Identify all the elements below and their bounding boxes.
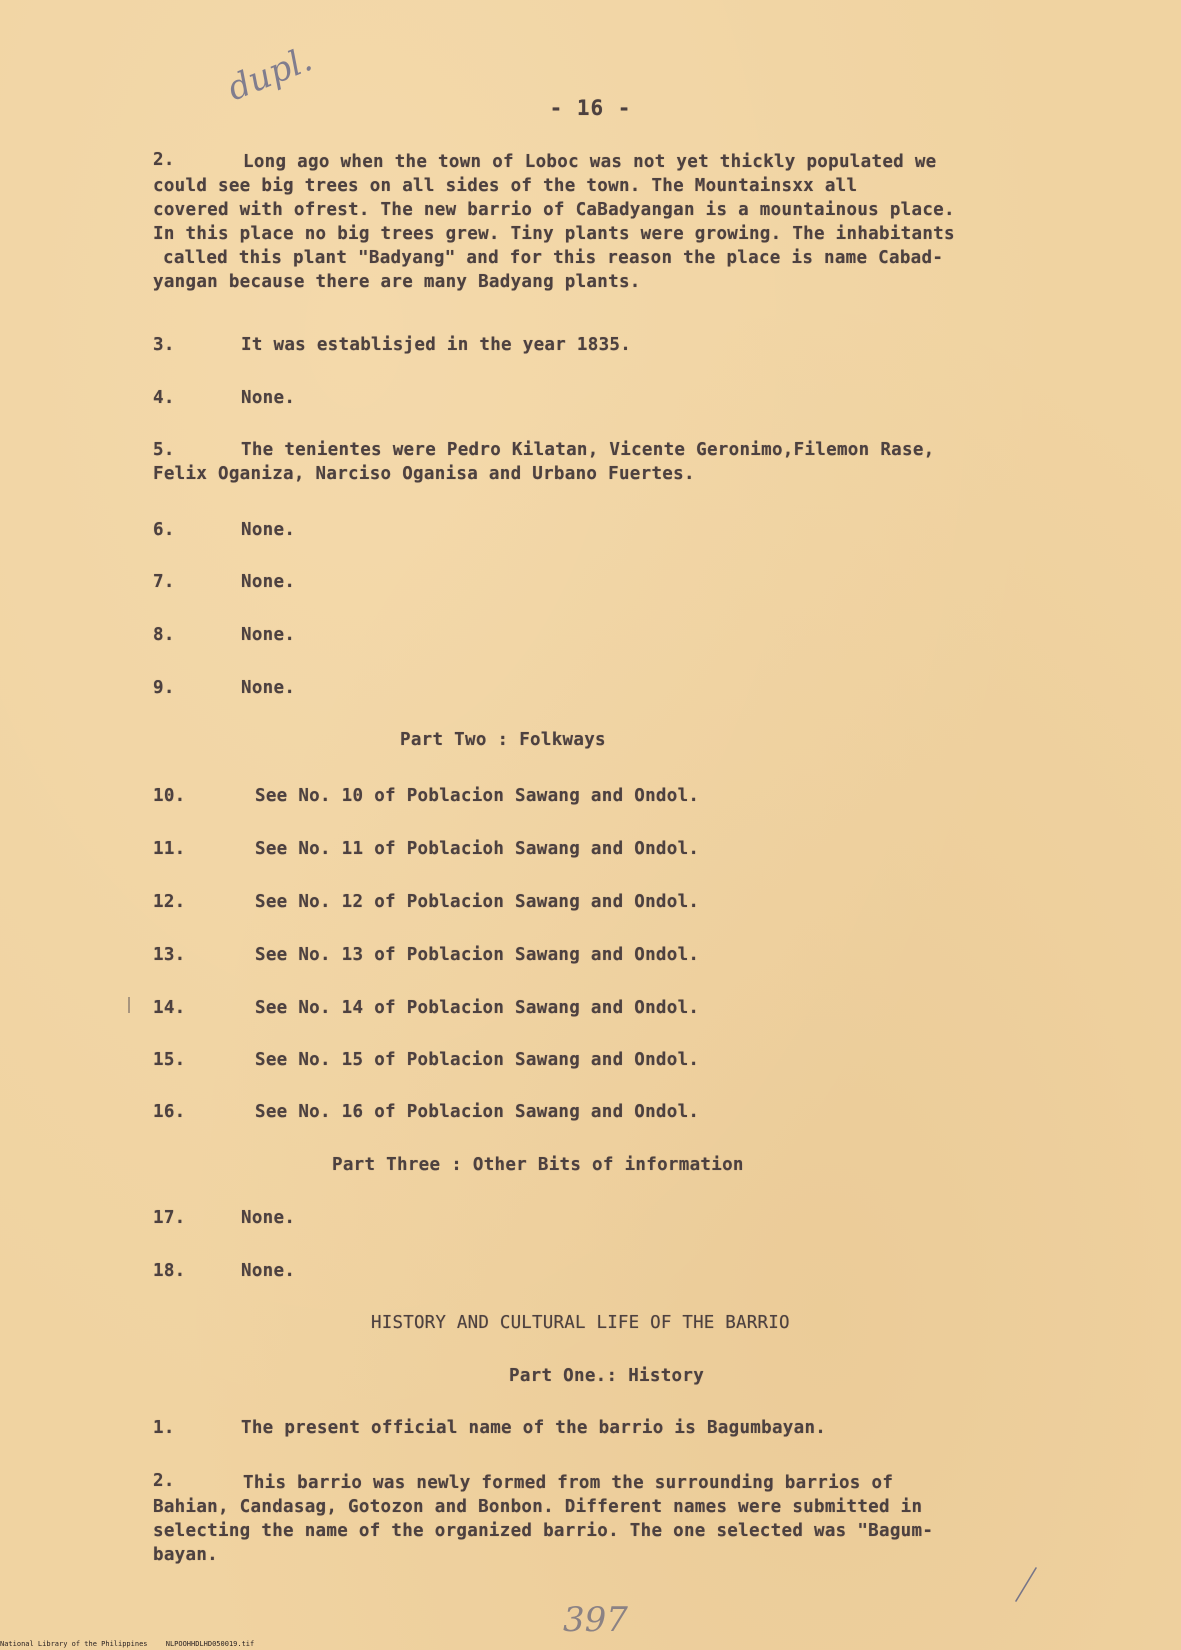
handwritten-note-top: dupl. bbox=[222, 39, 318, 110]
barrio-section-title: HISTORY AND CULTURAL LIFE OF THE BARRIO bbox=[371, 1313, 790, 1333]
barrio-section-subheading: Part One.: History bbox=[509, 1366, 705, 1386]
item-text: The tenientes were Pedro Kilatan, Vicente Geronimo,Filemon Rase, bbox=[241, 440, 935, 460]
item-text: See No. 11 of Poblacioh Sawang and Ondol. bbox=[255, 839, 700, 859]
paragraph-line: could see big trees on all sides of the town. The Mountainsxx all bbox=[153, 176, 858, 196]
paragraph-line: yangan because there are many Badyang plants. bbox=[153, 272, 641, 292]
item-text: None. bbox=[241, 1261, 296, 1281]
item-text: See No. 15 of Poblacion Sawang and Ondol. bbox=[255, 1050, 700, 1070]
handwritten-page-number: 397 bbox=[563, 1600, 628, 1640]
item-number: 7. bbox=[153, 572, 175, 592]
section-heading-part-three: Part Three : Other Bits of information bbox=[332, 1155, 744, 1175]
section-heading-part-two: Part Two : Folkways bbox=[400, 730, 606, 750]
footer-file: NLPOOHHDLHD050019.tif bbox=[165, 1640, 255, 1648]
page-number: - 16 - bbox=[549, 96, 632, 120]
item-number: 15. bbox=[153, 1050, 186, 1070]
item-number: 3. bbox=[153, 335, 175, 355]
paragraph-line: covered with ofrest. The new barrio of CaBadyangan is a mountainous place. bbox=[153, 200, 955, 220]
paragraph-line: selecting the name of the organized barrio. The one selected was "Bagum- bbox=[153, 1521, 934, 1541]
item-text: It was establisjed in the year 1835. bbox=[241, 335, 632, 355]
paragraph-line: Long ago when the town of Loboc was not yet thickly populated we bbox=[243, 152, 937, 172]
item-number: 16. bbox=[153, 1102, 186, 1122]
item-text: See No. 14 of Poblacion Sawang and Ondol. bbox=[255, 998, 700, 1018]
archive-footer bbox=[0, 1640, 268, 1648]
footer-library: National Library of the Philippines bbox=[0, 1640, 148, 1648]
item-text: See No. 10 of Poblacion Sawang and Ondol. bbox=[255, 786, 700, 806]
item-number: 17. bbox=[153, 1208, 186, 1228]
item-number: 4. bbox=[153, 388, 175, 408]
item-number: 11. bbox=[153, 839, 186, 859]
item-number: 10. bbox=[153, 786, 186, 806]
paragraph-line: called this plant "Badyang" and for this reason the place is name Cabad- bbox=[163, 248, 944, 268]
paragraph-line: bayan. bbox=[153, 1545, 219, 1565]
item-text: See No. 13 of Poblacion Sawang and Ondol. bbox=[255, 945, 700, 965]
item-number: 14. bbox=[153, 998, 186, 1018]
item-text: None. bbox=[241, 1208, 296, 1228]
paragraph-line: This barrio was newly formed from the surrounding barrios of bbox=[243, 1473, 894, 1493]
item-text: None. bbox=[241, 520, 296, 540]
item-number: 8. bbox=[153, 625, 175, 645]
item-number: 5. bbox=[153, 440, 175, 460]
item-number: 2. bbox=[153, 150, 175, 170]
item-number: 1. bbox=[153, 1418, 175, 1438]
margin-mark bbox=[125, 995, 133, 1015]
item-text: The present official name of the barrio is Bagumbayan. bbox=[241, 1418, 827, 1438]
item-text: None. bbox=[241, 388, 296, 408]
paragraph-line: In this place no big trees grew. Tiny plants were growing. The inhabitants bbox=[153, 224, 955, 244]
item-text: None. bbox=[241, 678, 296, 698]
item-text: Felix Oganiza, Narciso Oganisa and Urbano Fuertes. bbox=[153, 464, 695, 484]
item-number: 18. bbox=[153, 1261, 186, 1281]
item-text: See No. 12 of Poblacion Sawang and Ondol. bbox=[255, 892, 700, 912]
item-number: 2. bbox=[153, 1471, 175, 1491]
paragraph-item-2 bbox=[153, 150, 1103, 294]
item-number: 12. bbox=[153, 892, 186, 912]
item-text: None. bbox=[241, 625, 296, 645]
item-number: 13. bbox=[153, 945, 186, 965]
paragraph-line: Bahian, Candasag, Gotozon and Bonbon. Different names were submitted in bbox=[153, 1497, 923, 1517]
paragraph-barrio-item-2 bbox=[153, 1471, 1103, 1567]
item-number: 9. bbox=[153, 678, 175, 698]
item-text: See No. 16 of Poblacion Sawang and Ondol. bbox=[255, 1102, 700, 1122]
pencil-tick-mark bbox=[1010, 1565, 1040, 1605]
item-text: None. bbox=[241, 572, 296, 592]
item-number: 6. bbox=[153, 520, 175, 540]
